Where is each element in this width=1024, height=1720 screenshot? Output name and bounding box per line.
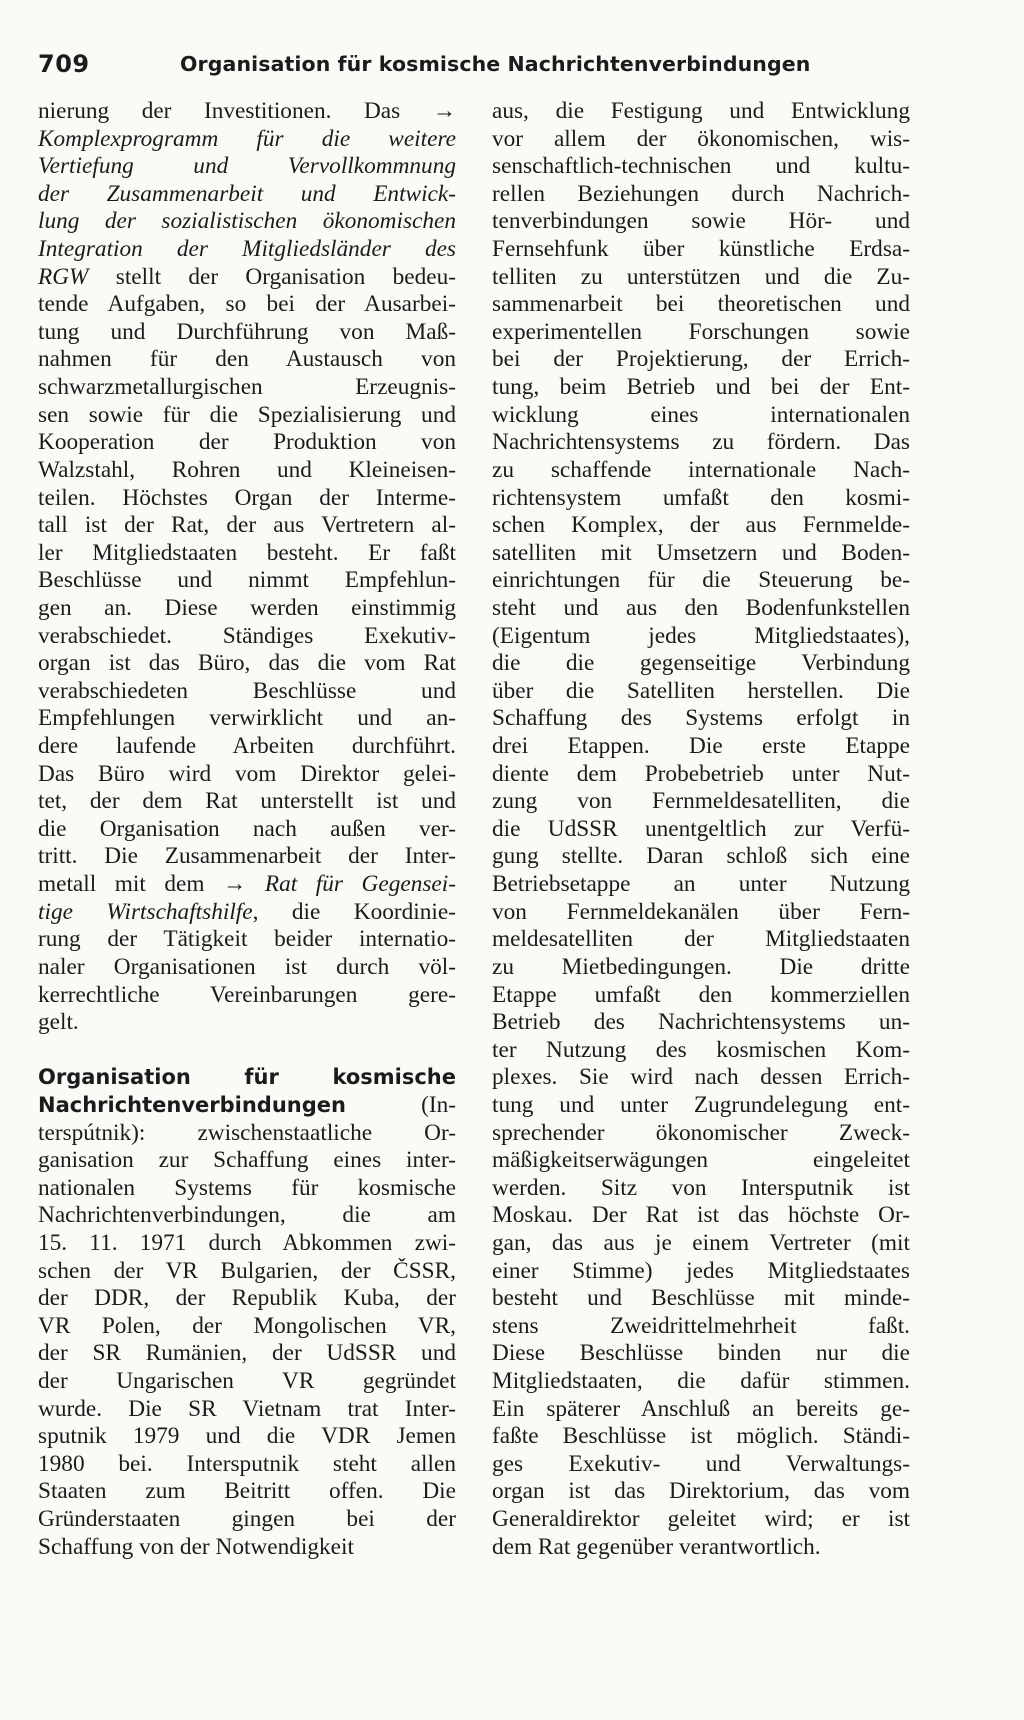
text-line: Integration der Mitgliedsländer des <box>38 236 456 263</box>
text-line: sammenarbeit bei theoretischen und <box>492 291 910 318</box>
text-line: werden. Sitz von Intersputnik ist <box>492 1174 910 1201</box>
text-line: 15. 11. 1971 durch Abkommen zwi- <box>38 1229 456 1256</box>
text-line: tige Wirtschaftshilfe, die Koordinie- <box>38 898 456 925</box>
text-line: Betriebsetappe an unter Nutzung <box>492 871 910 898</box>
right-column <box>492 98 910 1561</box>
text-line: Betrieb des Nachrichtensystems un- <box>492 1009 910 1036</box>
text-line: Nachrichtenverbindungen (In- <box>38 1091 456 1118</box>
text-line: metall mit dem → Rat für Gegensei- <box>38 871 456 898</box>
text-line: diente dem Probebetrieb unter Nut- <box>492 760 910 787</box>
text-line: gen an. Diese werden einstimmig <box>38 594 456 621</box>
running-title: Organisation für kosmische Nachrichtenverbindungen <box>180 52 811 76</box>
text-line: richtensystem umfaßt den kosmi- <box>492 484 910 511</box>
text-line: Das Büro wird vom Direktor gelei- <box>38 760 456 787</box>
text-line: Komplexprogramm für die weitere <box>38 125 456 152</box>
text-line: ganisation zur Schaffung eines inter- <box>38 1147 456 1174</box>
text-line: gung stellte. Daran schloß sich eine <box>492 843 910 870</box>
text-line: (Eigentum jedes Mitgliedstaates), <box>492 622 910 649</box>
text-line: schwarzmetallurgischen Erzeugnis- <box>38 374 456 401</box>
text-line: von Fernmeldekanälen über Fern- <box>492 898 910 925</box>
text-line: Schaffung des Systems erfolgt in <box>492 705 910 732</box>
text-line: besteht und Beschlüsse mit minde- <box>492 1285 910 1312</box>
text-line: die UdSSR unentgeltlich zur Verfü- <box>492 815 910 842</box>
text-line: RGW stellt der Organisation bedeu- <box>38 263 456 290</box>
text-line: gan, das aus je einem Vertreter (mit <box>492 1229 910 1256</box>
text-line: zu Mietbedingungen. Die dritte <box>492 953 910 980</box>
text-line: steht und aus den Bodenfunkstellen <box>492 594 910 621</box>
left-column <box>38 98 456 1561</box>
text-line: verabschiedet. Ständiges Exekutiv- <box>38 622 456 649</box>
text-line: Ein späterer Anschluß an bereits ge- <box>492 1395 910 1422</box>
text-line: lung der sozialistischen ökonomischen <box>38 208 456 235</box>
text-line: Organisation für kosmische <box>38 1065 456 1090</box>
text-line: tall ist der Rat, der aus Vertretern al- <box>38 512 456 539</box>
text-line: kerrechtliche Vereinbarungen gere- <box>38 981 456 1008</box>
text-line: Beschlüsse und nimmt Empfehlun- <box>38 567 456 594</box>
text-line: dere laufende Arbeiten durchführt. <box>38 733 456 760</box>
text-line: zung von Fernmeldesatelliten, die <box>492 788 910 815</box>
text-line: die Organisation nach außen ver- <box>38 815 456 842</box>
text-line: gelt. <box>38 1009 79 1036</box>
text-line: senschaftlich-technischen und kultu- <box>492 153 910 180</box>
text-line: aus, die Festigung und Entwicklung <box>492 98 910 124</box>
text-line: ges Exekutiv- und Verwaltungs- <box>492 1450 910 1477</box>
text-line: Staaten zum Beitritt offen. Die <box>38 1478 456 1505</box>
text-line: die die gegenseitige Verbindung <box>492 650 910 677</box>
text-line: mäßigkeitserwägungen eingeleitet <box>492 1147 910 1174</box>
text-line: Kooperation der Produktion von <box>38 429 456 456</box>
text-line: der Ungarischen VR gegründet <box>38 1368 456 1395</box>
text-line: VR Polen, der Mongolischen VR, <box>38 1312 456 1339</box>
text-line: Etappe umfaßt den kommerziellen <box>492 981 910 1008</box>
text-line: Walzstahl, Rohren und Kleineisen- <box>38 456 456 483</box>
text-line: nierung der Investitionen. Das → <box>38 98 456 124</box>
text-line: 1980 bei. Intersputnik steht allen <box>38 1450 456 1477</box>
text-line: nationalen Systems für kosmische <box>38 1174 456 1201</box>
text-line: Diese Beschlüsse binden nur die <box>492 1340 910 1367</box>
text-line: nahmen für den Austausch von <box>38 346 456 373</box>
text-line: Gründerstaaten gingen bei der <box>38 1506 456 1533</box>
text-line: meldesatelliten der Mitgliedstaaten <box>492 926 910 953</box>
text-line: der Zusammenarbeit und Entwick- <box>38 180 456 207</box>
text-line: experimentellen Forschungen sowie <box>492 318 910 345</box>
text-line: organ ist das Direktorium, das vom <box>492 1478 910 1505</box>
text-line: wicklung eines internationalen <box>492 401 910 428</box>
text-line: einer Stimme) jedes Mitgliedstaates <box>492 1257 910 1284</box>
text-line: sen sowie für die Spezialisierung und <box>38 401 456 428</box>
text-line: über die Satelliten herstellen. Die <box>492 677 910 704</box>
text-line <box>38 1037 456 1065</box>
text-line: der SR Rumänien, der UdSSR und <box>38 1340 456 1367</box>
text-line: rellen Beziehungen durch Nachrich- <box>492 180 910 207</box>
text-line: schen der VR Bulgarien, der ČSSR, <box>38 1257 456 1284</box>
text-line: organ ist das Büro, das die vom Rat <box>38 650 456 677</box>
text-line: Nachrichtenverbindungen, die am <box>38 1202 456 1229</box>
text-line: Empfehlungen verwirklicht und an- <box>38 705 456 732</box>
page-number: 709 <box>38 50 90 78</box>
text-line: teilen. Höchstes Organ der Interme- <box>38 484 456 511</box>
text-line: stens Zweidrittelmehrheit faßt. <box>492 1312 910 1339</box>
text-line: schen Komplex, der aus Fernmelde- <box>492 512 910 539</box>
text-line: Schaffung von der Notwendigkeit <box>38 1533 354 1560</box>
text-line: verabschiedeten Beschlüsse und <box>38 677 456 704</box>
text-line: tende Aufgaben, so bei der Ausarbei- <box>38 291 456 318</box>
text-line: telliten zu unterstützen und die Zu- <box>492 263 910 290</box>
text-line: tung und unter Zugrundelegung ent- <box>492 1091 910 1118</box>
text-line: tritt. Die Zusammenarbeit der Inter- <box>38 843 456 870</box>
text-line: tung, beim Betrieb und bei der Ent- <box>492 374 910 401</box>
text-line: Generaldirektor geleitet wird; er ist <box>492 1506 910 1533</box>
text-line: faßte Beschlüsse ist möglich. Ständi- <box>492 1423 910 1450</box>
text-line: plexes. Sie wird nach dessen Errich- <box>492 1064 910 1091</box>
text-line: ter Nutzung des kosmischen Kom- <box>492 1036 910 1063</box>
text-line: tung und Durchführung von Maß- <box>38 318 456 345</box>
text-line: Mitgliedstaaten, die dafür stimmen. <box>492 1368 910 1395</box>
text-line: drei Etappen. Die erste Etappe <box>492 733 910 760</box>
text-line: satelliten mit Umsetzern und Boden- <box>492 539 910 566</box>
text-line: sputnik 1979 und die VDR Jemen <box>38 1423 456 1450</box>
text-line: wurde. Die SR Vietnam trat Inter- <box>38 1395 456 1422</box>
text-line: tet, der dem Rat unterstellt ist und <box>38 788 456 815</box>
text-line: dem Rat gegenüber verantwortlich. <box>492 1533 821 1560</box>
text-line: zu schaffende internationale Nach- <box>492 456 910 483</box>
text-line: Vertiefung und Vervollkommnung <box>38 153 456 180</box>
text-line: ler Mitgliedstaaten besteht. Er faßt <box>38 539 456 566</box>
text-line: sprechender ökonomischer Zweck- <box>492 1119 910 1146</box>
text-line: naler Organisationen ist durch völ- <box>38 953 456 980</box>
text-line: Fernsehfunk über künstliche Erdsa- <box>492 236 910 263</box>
text-line: Moskau. Der Rat ist das höchste Or- <box>492 1202 910 1229</box>
text-line: bei der Projektierung, der Errich- <box>492 346 910 373</box>
page-header <box>38 44 918 84</box>
text-line: rung der Tätigkeit beider internatio- <box>38 926 456 953</box>
text-line: Nachrichtensystems zu fördern. Das <box>492 429 910 456</box>
text-line: tenverbindungen sowie Hör- und <box>492 208 910 235</box>
text-line: der DDR, der Republik Kuba, der <box>38 1285 456 1312</box>
text-line: vor allem der ökonomischen, wis- <box>492 125 910 152</box>
text-line: terspútnik): zwischenstaatliche Or- <box>38 1119 456 1146</box>
text-line: einrichtungen für die Steuerung be- <box>492 567 910 594</box>
